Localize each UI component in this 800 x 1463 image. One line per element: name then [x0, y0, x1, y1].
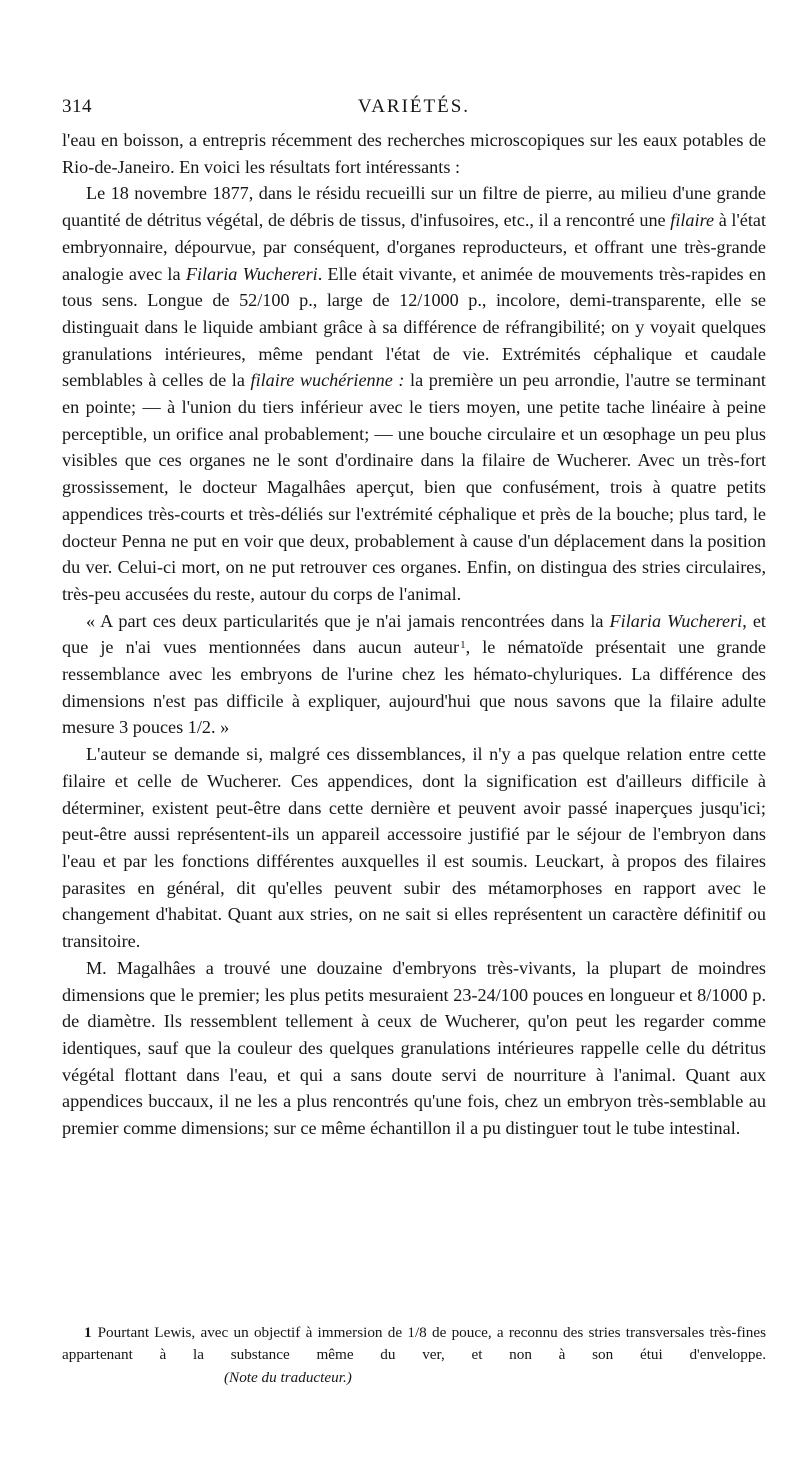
running-head: VARIÉTÉS. — [357, 96, 471, 117]
paragraph-2-part-c: . Elle était vivante, et animée de mouvements très-rapides en tous sens. Longue de 52/100 p., large de 12/1000 p., incolore, demi-transparente, elle se distinguait dans le liquide ambiant grâce à sa différence de réfrangibilité; on y voyait quelques granulations intérieures, même pendant l'état de vie. Extrémités céphalique et caudale semblables à celles de la — [62, 263, 767, 391]
footnote-reference[interactable]: 1 — [460, 639, 466, 652]
italic-filaire: filaire — [670, 210, 715, 231]
footnote-1 — [62, 1322, 766, 1389]
paragraph-1: l'eau en boisson, a entrepris récemment des recherches microscopiques sur les eaux potables de Rio-de-Janeiro. En voici les résultats fort intéressants : — [62, 130, 766, 177]
paragraph-3-part-c: , le nématoïde présentait une grande ressemblance avec les embryons de l'urine chez les hémato-chyluriques. La différence des dimensions n'est pas difficile à expliquer, aujourd'hui que nous savons que la filaire adulte mesure 3 pouces 1/2. » — [62, 637, 766, 738]
paragraph-2-part-b: à l'état embryonnaire, dépourvue, par conséquent, d'organes reproducteurs, et offrant une très-grande analogie avec la — [62, 210, 766, 284]
paragraph-5: M. Magalhâes a trouvé une douzaine d'embryons très-vivants, la plupart de moindres dimensions que le premier; les plus petits mesuraient 23-24/100 pouces en longueur et 8/1000 p. de diamètre. Ils ressemblent tellement à ceux de Wucherer, qu'on peut les regarder comme identiques, sauf que la couleur des quelques granulations intérieures rappelle celle du détritus végétal flottant dans l'eau, et qui a sans doute servi de nourriture à l'animal. Quant aux appendices buccaux, il ne les a plus rencontrés qu'une fois, chez un embryon très-semblable au premier comme dimensions; sur ce même échantillon il a pu distinguer tout le tube intestinal. — [62, 957, 766, 1139]
paragraph-2 — [62, 180, 766, 607]
main-text — [62, 127, 766, 1142]
footnotes — [62, 1322, 766, 1389]
paragraph-3 — [62, 608, 766, 742]
translator-note-wrap — [202, 1367, 352, 1389]
paragraph-2-part-d: la première un peu arrondie, l'autre se terminant en pointe; — à l'union du tiers inférieur avec le tiers moyen, une petite tache linéaire à peine perceptible, un orifice anal probablement; — une bouche circulaire et un œsophage un peu plus visibles que ces organes ne le sont d'ordinaire dans la filaire de Wucherer. Avec un très-fort grossissement, le docteur Magalhâes aperçut, bien que confusément, trois à quatre petits appendices très-courts et très-déliés sur l'extrémité céphalique et près de la bouche; plus tard, le docteur Penna ne put en voir que deux, probablement à cause d'un déplacement dans la position du ver. Celui-ci mort, on ne put retrouver ces organes. Enfin, on distingua des stries circulaires, très-peu accusées du reste, autour du corps de l'animal. — [62, 370, 766, 604]
paragraph-3-part-b: , et que je n'ai vues mentionnées dans aucun auteur — [62, 610, 766, 658]
page-header — [62, 96, 766, 124]
page-number: 314 — [62, 96, 92, 117]
footnote-marker: 1 — [84, 1324, 92, 1341]
italic-filaire-wucherienne: filaire wuchérienne : — [250, 370, 405, 391]
italic-filaria-wuchereri-2: Filaria Wuchereri — [609, 610, 743, 631]
footnote-text: Pourtant Lewis, avec un objectif à immersion de 1/8 de pouce, a reconnu des stries transversales très-fines appartenant à la substance même du ver, et non à son étui d'enveloppe. — [62, 1324, 766, 1364]
paragraph-2-part-a: Le 18 novembre 1877, dans le résidu recueilli sur un filtre de pierre, au milieu d'une grande quantité de détritus végétal, de débris de tissus, d'infusoires, etc., il a rencontré une — [62, 183, 766, 231]
translator-note: (Note du traducteur.) — [224, 1368, 352, 1386]
italic-filaria-wuchereri: Filaria Wuchereri — [185, 263, 318, 284]
paragraph-3-part-a: « A part ces deux particularités que je n'ai jamais rencontrées dans la — [86, 610, 610, 631]
paragraph-4: L'auteur se demande si, malgré ces dissemblances, il n'y a pas quelque relation entre cette filaire et celle de Wucherer. Ces appendices, dont la signification est d'ailleurs difficile à déterminer, existent peut-être dans cette dernière et peuvent avoir passé inaperçues jusqu'ici; peut-être aussi représentent-ils un appareil accessoire justifié par le séjour de l'embryon dans l'eau et par les fonctions différentes auxquelles il est soumis. Leuckart, à propos des filaires parasites en général, dit qu'elles peuvent subir des métamorphoses en rapport avec le changement d'habitat. Quant aux stries, on ne sait si elles représentent un caractère définitif ou transitoire. — [62, 744, 766, 952]
